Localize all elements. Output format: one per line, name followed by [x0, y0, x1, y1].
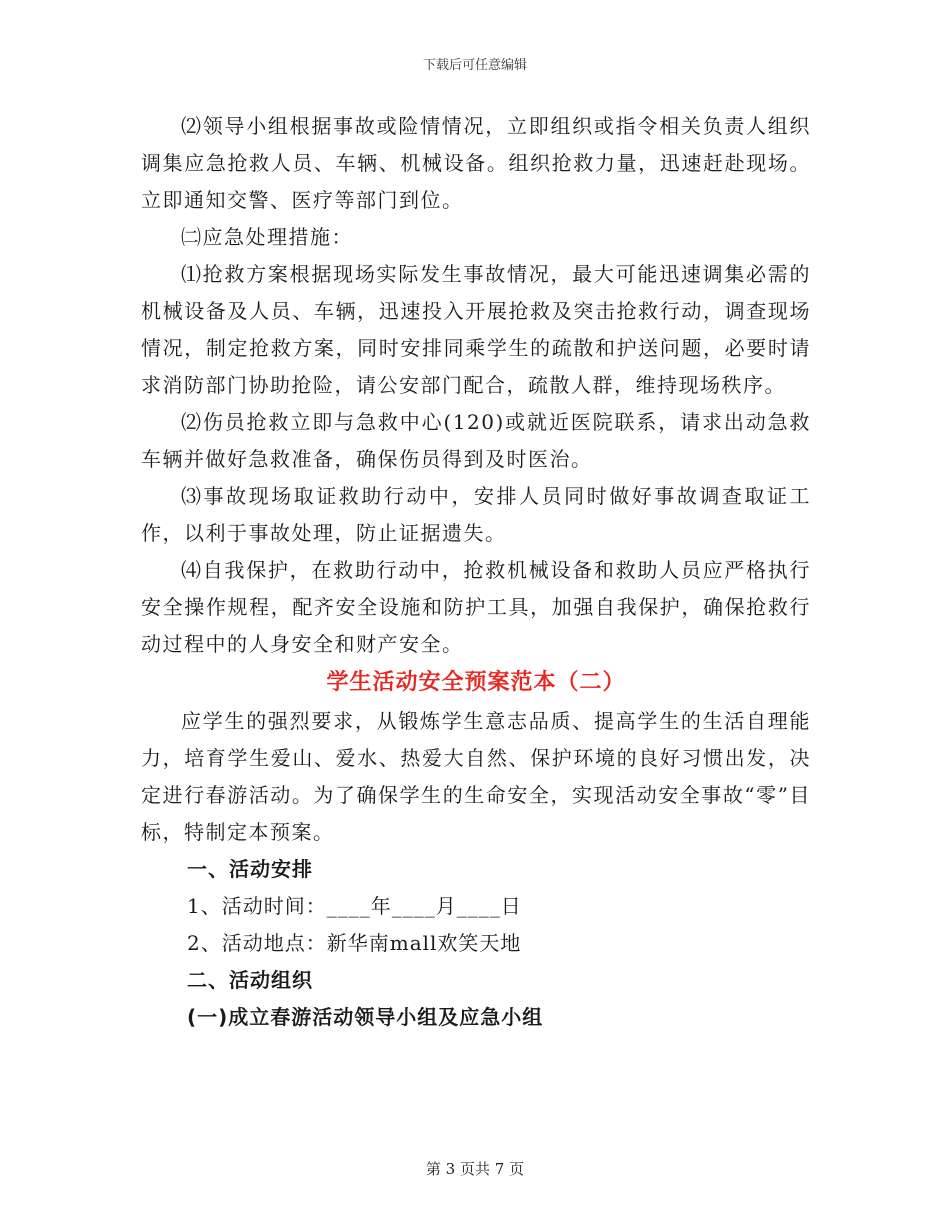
- paragraph: 应学生的强烈要求，从锻炼学生意志品质、提高学生的生活自理能力，培育学生爱山、爱水、热爱大自然、保护环境的良好习惯出发，决定进行春游活动。为了确保学生的生命安全，实现活动安全事故“零”目标，特制定本预案。: [141, 709, 811, 844]
- paragraph: ⑷自我保护，在救助行动中，抢救机械设备和救助人员应严格执行安全操作规程，配齐安全设施和防护工具，加强自我保护，确保抢救行动过程中的人身安全和财产安全。: [141, 558, 811, 656]
- paragraph: ⑵伤员抢救立即与急救中心(120)或就近医院联系，请求出动急救车辆并做好急救准备，确保伤员得到及时医治。: [141, 410, 811, 471]
- item-activity-time: 1、活动时间：____年____月____日: [187, 894, 522, 918]
- document-body: [141, 108, 811, 1036]
- heading-activity-organization: 二、活动组织: [187, 968, 313, 992]
- section-title: 学生活动安全预案范本（二）: [326, 670, 626, 695]
- page-number: 第 3 页共 7 页: [425, 1160, 525, 1178]
- paragraph: ㈡应急处理措施：: [181, 225, 353, 249]
- heading-activity-arrangement: 一、活动安排: [187, 857, 313, 881]
- paragraph: ⑵领导小组根据事故或险情情况，立即组织或指令相关负责人组织调集应急抢救人员、车辆、机械设备。组织抢救力量，迅速赶赴现场。立即通知交警、医疗等部门到位。: [141, 114, 811, 212]
- subheading-leadership-group: (一)成立春游活动领导小组及应急小组: [187, 1005, 544, 1029]
- paragraph: ⑶事故现场取证救助行动中，安排人员同时做好事故调查取证工作，以利于事故处理，防止证据遗失。: [141, 484, 811, 545]
- paragraph: ⑴抢救方案根据现场实际发生事故情况，最大可能迅速调集必需的机械设备及人员、车辆，迅速投入开展抢救及突击抢救行动，调查现场情况，制定抢救方案，同时安排同乘学生的疏散和护送问题，必要时请求消防部门协助抢险，请公安部门配合，疏散人群，维持现场秩序。: [141, 262, 811, 397]
- item-activity-location: 2、活动地点：新华南mall欢笑天地: [187, 931, 522, 955]
- header-note: 下载后可任意编辑: [422, 58, 527, 73]
